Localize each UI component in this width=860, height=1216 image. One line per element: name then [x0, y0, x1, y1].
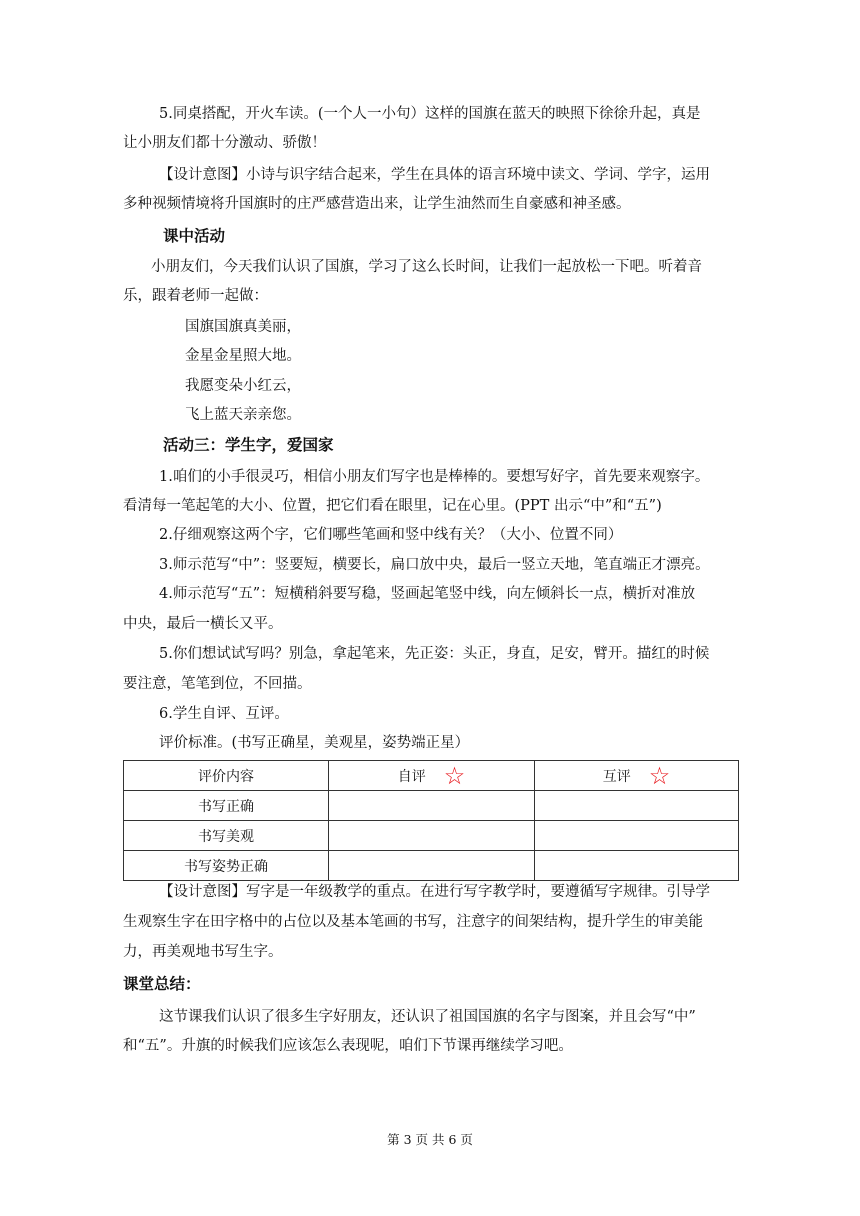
design-intent-line: 多种视频情境将升国旗时的庄严感营造出来，让学生油然而生自豪感和神圣感。	[123, 196, 631, 212]
table-cell	[535, 791, 739, 821]
section-heading: 课中活动	[163, 227, 226, 245]
paragraph-line: 这节课我们认识了很多生字好朋友，还认识了祖国国旗的名字与图案，并且会写“中”	[159, 1009, 696, 1025]
table-row	[124, 791, 739, 821]
paragraph-line: 要注意，笔笔到位，不回描。	[123, 676, 312, 692]
section-heading: 活动三：学生字，爱国家	[163, 436, 334, 454]
evaluation-table	[123, 760, 739, 881]
table-row	[124, 821, 739, 851]
header-peer-label: 互评	[602, 768, 631, 785]
table-cell	[535, 821, 739, 851]
page-footer: 第 3 页 共 6 页	[387, 1132, 473, 1147]
paragraph-line: 让小朋友们都十分激动、骄傲！	[123, 135, 326, 151]
design-intent-line: 力，再美观地书写生字。	[123, 944, 283, 960]
paragraph-line: 评价标准。(书写正确星，美观星，姿势端正星）	[159, 735, 470, 751]
paragraph-line: 5.你们想试试写吗？别急，拿起笔来，先正姿：头正，身直，足安，臂开。描红的时候	[159, 646, 710, 662]
paragraph-line: 4.师示范写“五”：短横稍斜要写稳，竖画起笔竖中线，向左倾斜长一点，横折对准放	[159, 586, 696, 602]
paragraph-line: 和“五”。升旗的时候我们应该怎么表现呢，咱们下节课再继续学习吧。	[123, 1038, 573, 1054]
table-cell	[535, 851, 739, 881]
paragraph-line: 中央，最后一横长又平。	[123, 616, 283, 632]
paragraph-line: 看清每一笔起笔的大小、位置，把它们看在眼里，记在心里。(PPT 出示“中”和“五”)	[123, 498, 662, 514]
table-cell: 书写正确	[124, 791, 329, 821]
poem-line: 金星金星照大地。	[185, 348, 301, 364]
design-intent-line: 【设计意图】小诗与识字结合起来，学生在具体的语言环境中读文、学词、学字，运用	[159, 167, 710, 183]
design-intent-line: 【设计意图】写字是一年级教学的重点。在进行写字教学时，要遵循写字规律。引导学	[159, 884, 710, 900]
paragraph-line: 5.同桌搭配，开火车读。(一个人一小句）这样的国旗在蓝天的映照下徐徐升起，真是	[159, 106, 701, 122]
paragraph-line: 小朋友们，今天我们认识了国旗，学习了这么长时间，让我们一起放松一下吧。听着音	[151, 259, 702, 275]
table-cell	[329, 821, 535, 851]
paragraph-line: 1.咱们的小手很灵巧，相信小朋友们写字也是棒棒的。要想写好字，首先要来观察字。	[159, 469, 710, 485]
table-row	[124, 851, 739, 881]
section-heading: 课堂总结：	[123, 975, 201, 993]
star-icon: ☆	[443, 761, 466, 790]
poem-line: 国旗国旗真美丽，	[185, 319, 301, 335]
table-cell	[329, 791, 535, 821]
table-cell	[329, 851, 535, 881]
paragraph-line: 2.仔细观察这两个字，它们哪些笔画和竖中线有关？（大小、位置不同）	[159, 527, 623, 543]
table-header-cell	[124, 761, 329, 791]
poem-line: 我愿变朵小红云，	[185, 378, 301, 394]
table-header-row	[124, 761, 739, 791]
star-icon: ☆	[648, 761, 671, 790]
table-cell: 书写美观	[124, 821, 329, 851]
header-content-label: 评价内容	[198, 768, 254, 785]
table-cell: 书写姿势正确	[124, 851, 329, 881]
paragraph-line: 3.师示范写“中”：竖要短，横要长，扁口放中央，最后一竖立天地，笔直端正才漂亮。	[159, 557, 710, 573]
paragraph-line: 乐，跟着老师一起做：	[123, 288, 268, 304]
poem-line: 飞上蓝天亲亲您。	[185, 407, 301, 423]
header-self-label: 自评	[397, 768, 426, 785]
table-header-cell	[535, 761, 739, 791]
paragraph-line: 6.学生自评、互评。	[159, 706, 289, 722]
design-intent-line: 生观察生字在田字格中的占位以及基本笔画的书写，注意字的间架结构，提升学生的审美能	[123, 914, 703, 930]
table-header-cell	[329, 761, 535, 791]
